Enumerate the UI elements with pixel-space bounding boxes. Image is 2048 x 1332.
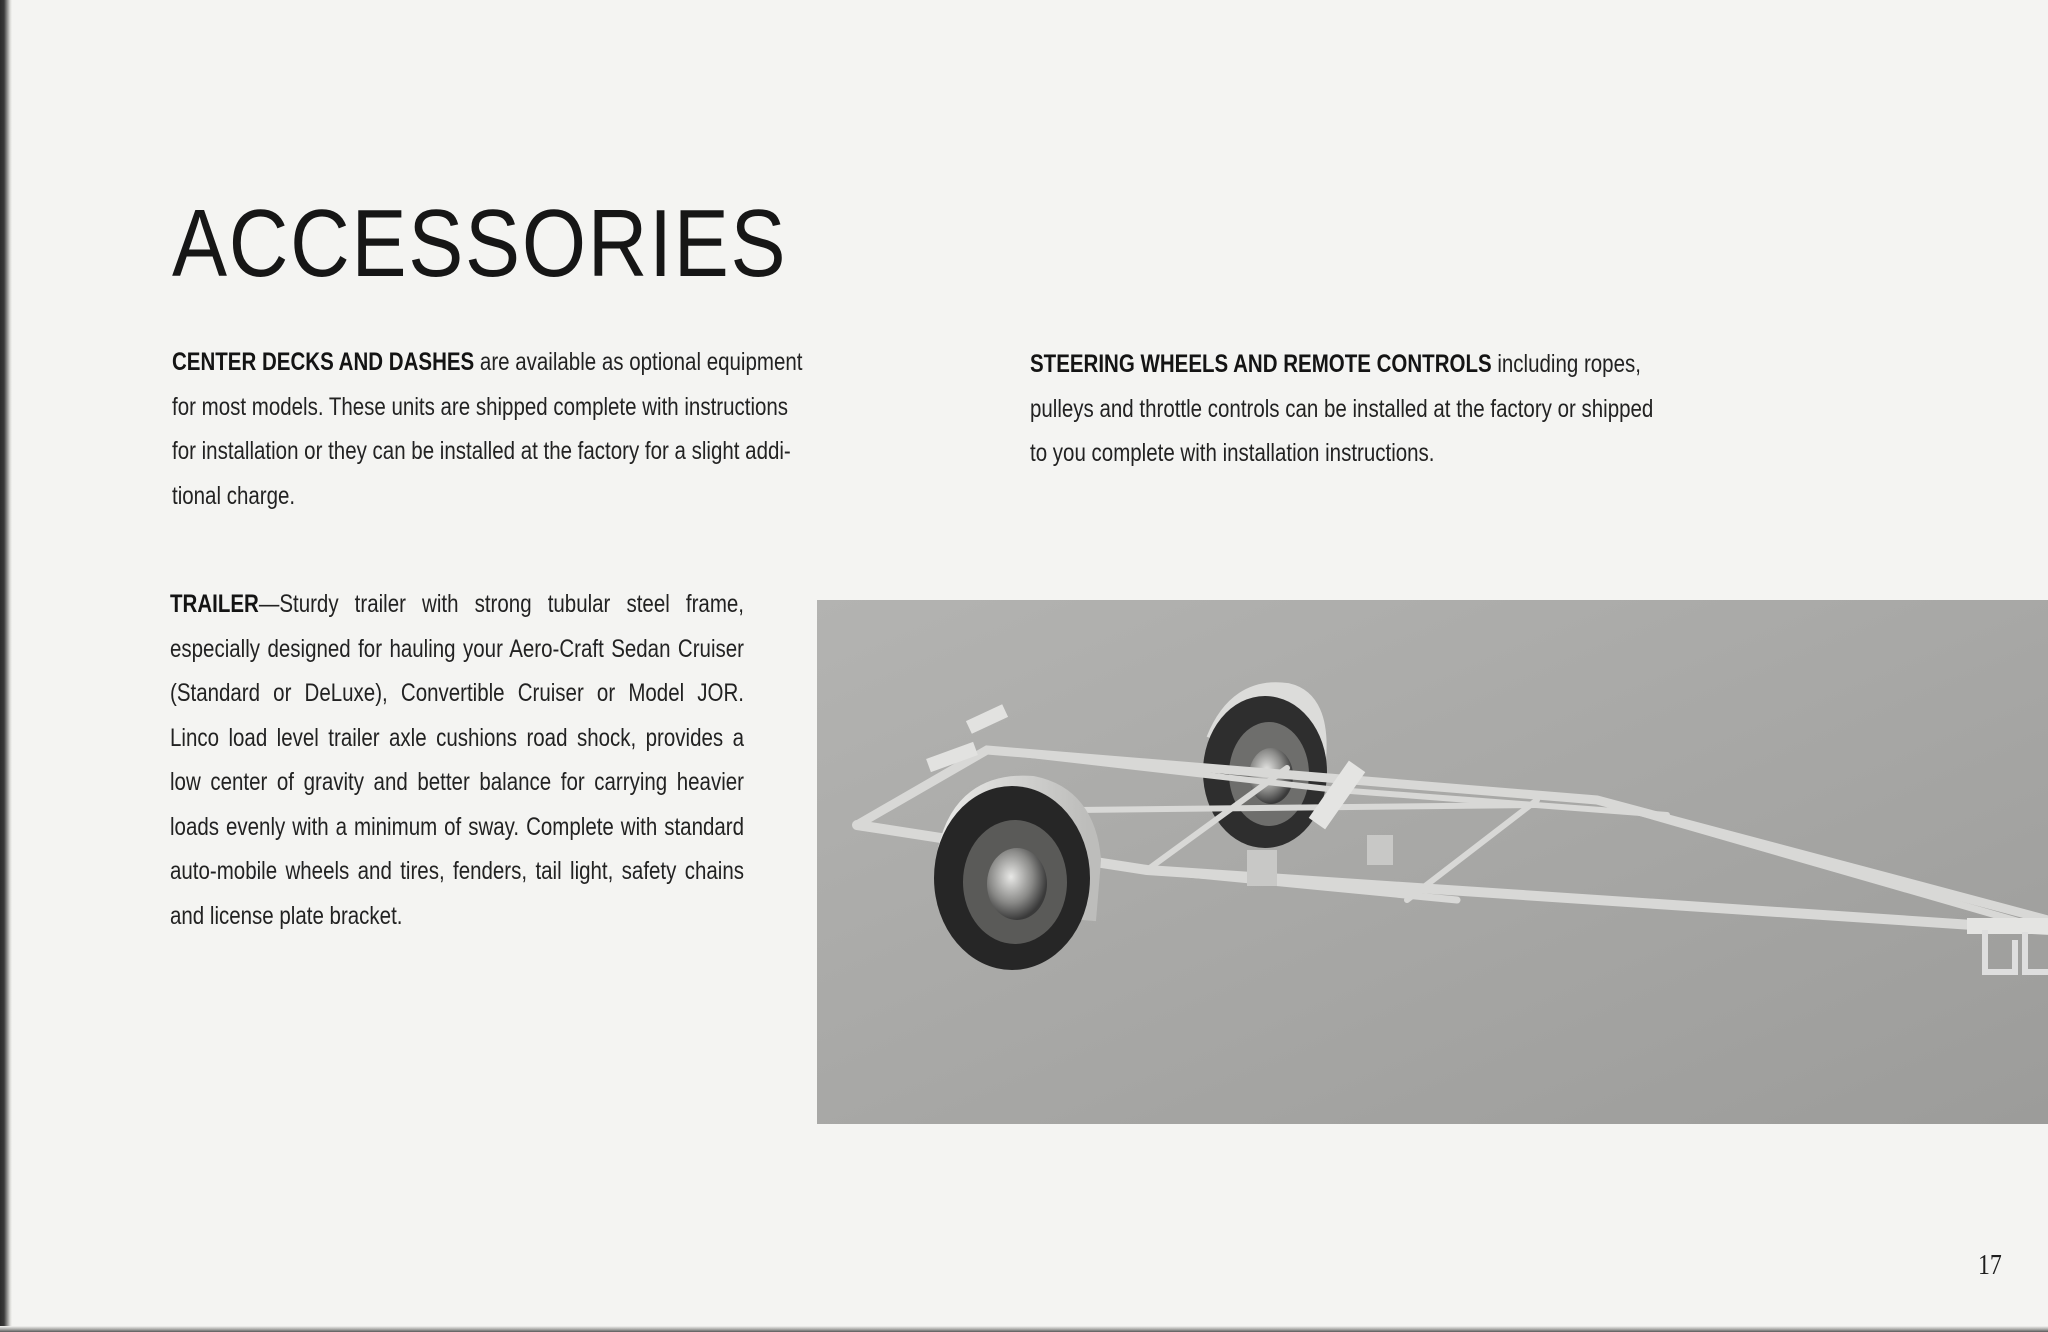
center-decks-line-2: for most models. These units are shipped complete with instructions bbox=[172, 392, 789, 421]
trailer-illustration bbox=[817, 600, 2048, 1124]
center-decks-line-1: are available as optional equipment bbox=[474, 348, 803, 376]
page-title: ACCESSORIES bbox=[172, 190, 788, 297]
center-decks-line-3: for installation or they can be installed at the factory for a slight addi- bbox=[172, 437, 791, 465]
page-number: 17 bbox=[1978, 1250, 2002, 1281]
center-decks-paragraph bbox=[172, 340, 876, 518]
center-decks-line-4: tional charge. bbox=[172, 481, 296, 510]
trailer-text: —Sturdy trailer with strong tubular steel frame, especially designed for hauling your Aero-Craft Sedan Cruiser (Standard or DeLuxe), Convertible Cruiser or Model JOR. Linco load level trailer axle cushions road shock, provides a low center of gravity and better balance for carrying heavier loads evenly with a minimum of sway. Complete with standard auto-mobile wheels and tires, fenders, tail light, safety chains and license plate bracket. bbox=[170, 590, 744, 930]
trailer-paragraph bbox=[170, 582, 744, 938]
trailer-title: TRAILER bbox=[170, 590, 259, 618]
steering-line-3: to you complete with installation instructions. bbox=[1030, 439, 1435, 467]
steering-paragraph bbox=[1030, 342, 1784, 476]
center-decks-title: CENTER DECKS AND DASHES bbox=[172, 348, 475, 376]
front-wheel bbox=[934, 786, 1090, 970]
trailer-photo bbox=[817, 600, 2048, 1124]
steering-line-1: including ropes, bbox=[1491, 350, 1641, 378]
steering-line-2: pulleys and throttle controls can be installed at the factory or shipped bbox=[1030, 394, 1654, 423]
page-bottom-edge bbox=[0, 1326, 2048, 1332]
steering-title: STEERING WHEELS AND REMOTE CONTROLS bbox=[1030, 350, 1492, 378]
page-left-edge bbox=[0, 0, 12, 1332]
